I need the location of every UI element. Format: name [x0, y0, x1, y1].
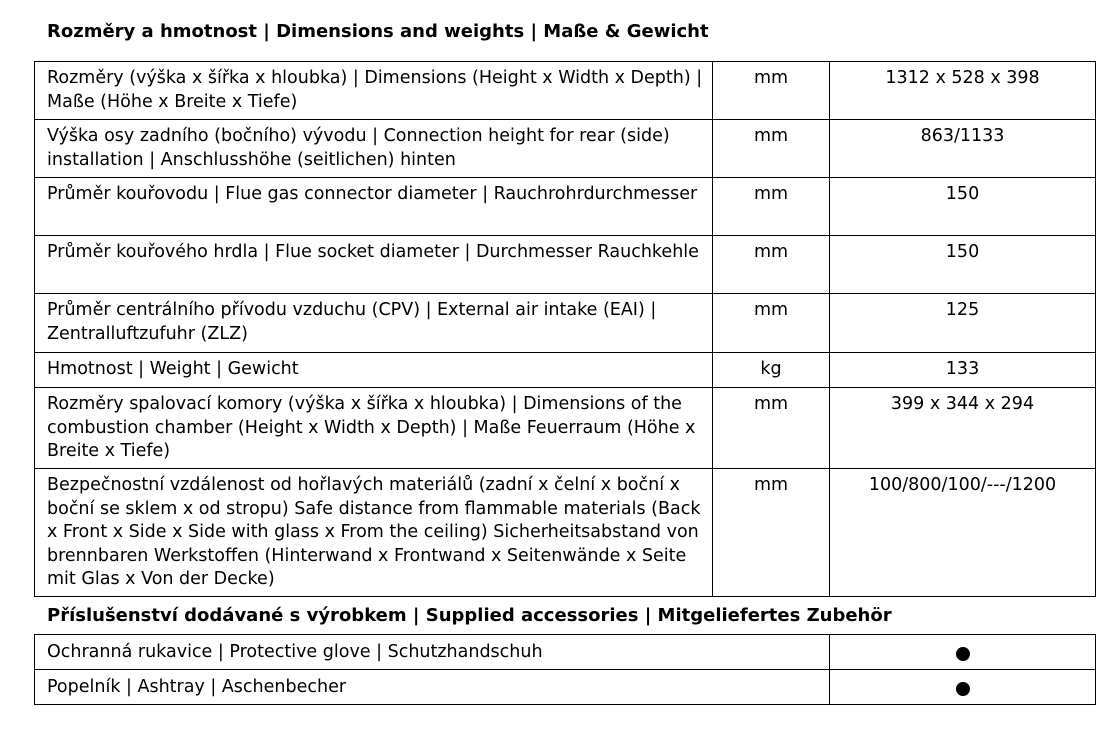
row-label: Průměr centrálního přívodu vzduchu (CPV) | External air intake (EAI) | Zentralluftzufuhr (ZLZ): [35, 294, 713, 353]
accessory-label: Popelník | Ashtray | Aschenbecher: [35, 670, 830, 705]
table-row: [35, 635, 1096, 670]
included-indicator: [830, 670, 1096, 705]
row-unit: mm: [713, 120, 830, 178]
dimensions-table: [34, 61, 1096, 597]
row-value: 863/1133: [830, 120, 1096, 178]
row-label: Výška osy zadního (bočního) vývodu | Connection height for rear (side) installation | Anschlusshöhe (seitlichen) hinten: [35, 120, 713, 178]
table-row: [35, 469, 1096, 597]
row-unit: mm: [713, 469, 830, 597]
row-unit: mm: [713, 294, 830, 353]
table-row: [35, 388, 1096, 469]
row-unit: mm: [713, 388, 830, 469]
accessory-label: Ochranná rukavice | Protective glove | Schutzhandschuh: [35, 635, 830, 670]
filled-dot-icon: [956, 647, 970, 661]
row-unit: kg: [713, 353, 830, 388]
table-row: [35, 120, 1096, 178]
row-label: Rozměry spalovací komory (výška x šířka x hloubka) | Dimensions of the combustion chamber (Height x Width x Depth) | Maße Feuerraum (Höhe x Breite x Tiefe): [35, 388, 713, 469]
row-value: 1312 x 528 x 398: [830, 62, 1096, 120]
row-value: 133: [830, 353, 1096, 388]
row-label: Rozměry (výška x šířka x hloubka) | Dimensions (Height x Width x Depth) | Maße (Höhe x Breite x Tiefe): [35, 62, 713, 120]
table-row: [35, 294, 1096, 353]
row-unit: mm: [713, 178, 830, 236]
row-value: 125: [830, 294, 1096, 353]
row-value: 100/800/100/---/1200: [830, 469, 1096, 597]
accessories-table: [34, 634, 1096, 705]
table-row: [35, 236, 1096, 294]
table-row: [35, 62, 1096, 120]
filled-dot-icon: [956, 682, 970, 696]
row-unit: mm: [713, 62, 830, 120]
row-label: Průměr kouřovodu | Flue gas connector diameter | Rauchrohrdurchmesser: [35, 178, 713, 236]
accessories-heading: Příslušenství dodávané s výrobkem | Supplied accessories | Mitgeliefertes Zubehör: [47, 605, 892, 626]
dimensions-heading: Rozměry a hmotnost | Dimensions and weights | Maße & Gewicht: [47, 21, 709, 42]
included-indicator: [830, 635, 1096, 670]
row-label: Hmotnost | Weight | Gewicht: [35, 353, 713, 388]
row-unit: mm: [713, 236, 830, 294]
row-value: 150: [830, 178, 1096, 236]
row-value: 150: [830, 236, 1096, 294]
table-row: [35, 178, 1096, 236]
row-value: 399 x 344 x 294: [830, 388, 1096, 469]
row-label: Bezpečnostní vzdálenost od hořlavých materiálů (zadní x čelní x boční x boční se sklem x od stropu) Safe distance from flammable materials (Back x Front x Side x Side with glass x From the ceiling) Sicherheitsabstand von brennbaren Werkstoffen (Hinterwand x Frontwand x Seitenwände x Seite mit Glas x Von der Decke): [35, 469, 713, 597]
row-label: Průměr kouřového hrdla | Flue socket diameter | Durchmesser Rauchkehle: [35, 236, 713, 294]
table-row: [35, 353, 1096, 388]
table-row: [35, 670, 1096, 705]
